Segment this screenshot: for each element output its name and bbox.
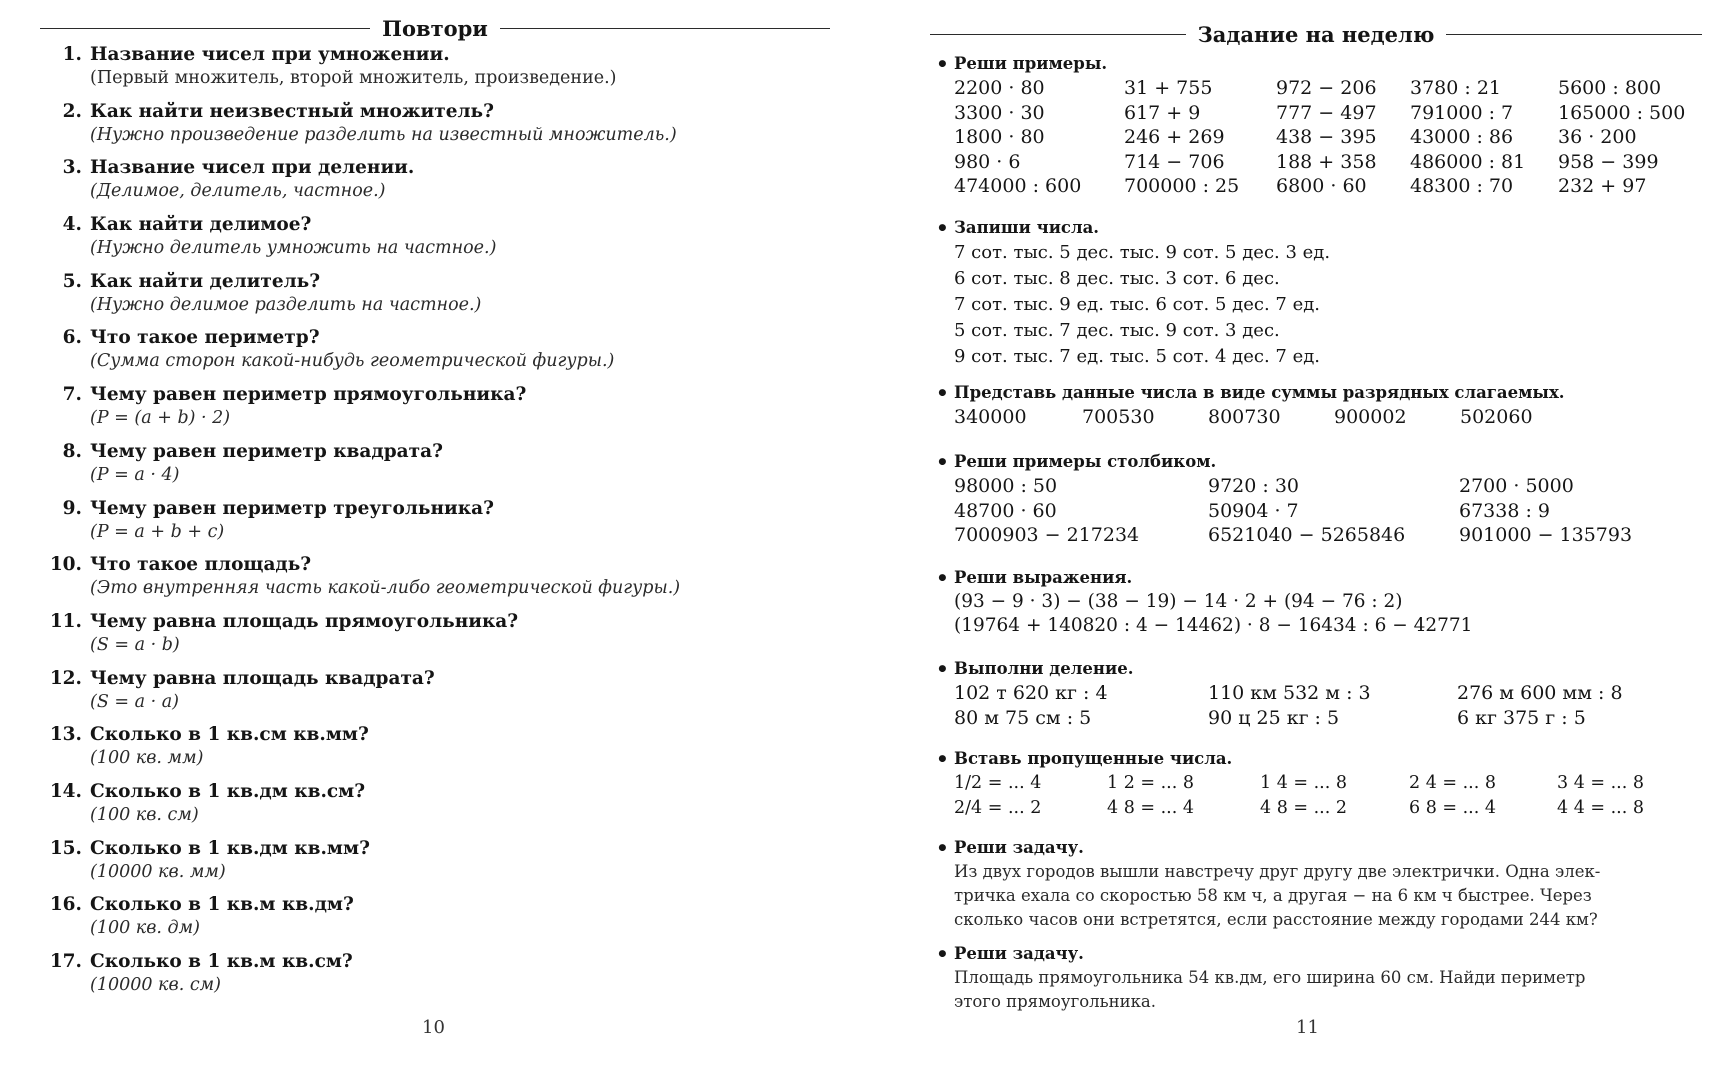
exercise: 6 кг 375 г : 5 [1457, 706, 1586, 729]
section-heading: • Представь данные числа в виде суммы разрядных слагаемых. [936, 381, 1706, 405]
question-text: Сколько в 1 кв.м кв.см? [90, 951, 353, 972]
question-number: 12. [49, 667, 82, 689]
exercise-row [936, 706, 1706, 731]
exercise: 958 − 399 [1558, 150, 1659, 173]
exercise: 36 · 200 [1558, 126, 1637, 148]
exercise: 1 2 = ... 8 [1107, 773, 1195, 793]
answer-text: (Это внутренняя часть какой-либо геометрической фигуры.) [90, 578, 681, 599]
problem-text-line: этого прямоугольника. [954, 992, 1157, 1011]
exercise: 50904 · 7 [1208, 499, 1299, 522]
question-number: 4. [62, 214, 82, 236]
question-item [40, 894, 840, 951]
exercise: 232 + 97 [1558, 175, 1647, 197]
exercise: 1/2 = ... 4 [954, 773, 1042, 793]
section-heading: • Реши примеры. [936, 52, 1706, 76]
exercise: 98000 : 50 [954, 475, 1058, 497]
section-expressions [936, 566, 1706, 638]
answer-text: (P = (a + b) · 2) [90, 408, 231, 429]
question-item [40, 498, 840, 555]
question-number: 7. [62, 384, 82, 406]
question-item [40, 781, 840, 838]
section-heading: • Реши примеры столбиком. [936, 450, 1706, 474]
question-text: Чему равна площадь квадрата? [90, 667, 435, 689]
question-text: Сколько в 1 кв.дм кв.мм? [90, 837, 370, 859]
answer-text: (Нужно делитель умножить на частное.) [90, 238, 497, 259]
number-value: 800730 [1208, 406, 1281, 428]
number-value: 502060 [1460, 406, 1533, 428]
right-page-title: Задание на неделю [1197, 22, 1435, 47]
exercise: 165000 : 500 [1558, 101, 1686, 124]
exercise: 6800 · 60 [1276, 175, 1367, 197]
question-text: Чему равен периметр прямоугольника? [90, 384, 527, 406]
expression: (19764 + 140820 : 4 − 14462) · 8 − 16434 : 6 − 42771 [954, 615, 1473, 636]
question-item [40, 101, 840, 158]
answer-text: (10000 кв. см) [90, 975, 221, 995]
number-description: 6 сот. тыс. 8 дес. тыс. 3 сот. 6 дес. [954, 268, 1280, 289]
question-number: 6. [62, 327, 82, 349]
question-list [40, 44, 840, 1008]
question-number: 3. [62, 157, 82, 179]
exercise-row [936, 174, 1706, 199]
exercise: 980 · 6 [954, 150, 1021, 173]
question-number: 13. [49, 724, 82, 746]
exercise-row [936, 681, 1706, 706]
exercise: 3780 : 21 [1410, 77, 1502, 99]
exercise-row [936, 76, 1706, 101]
exercise: 43000 : 86 [1410, 126, 1514, 148]
question-item [40, 838, 840, 895]
exercise: 777 − 497 [1276, 101, 1377, 124]
section-heading: • Выполни деление. [936, 657, 1706, 681]
exercise: 1 4 = ... 8 [1260, 773, 1348, 793]
question-text: Название чисел при делении. [90, 157, 415, 179]
exercise-row [936, 796, 1706, 821]
question-text: Чему равен периметр треугольника? [90, 497, 494, 519]
section-heading: • Реши задачу. [936, 836, 1706, 860]
section-heading: • Запиши числа. [936, 216, 1706, 240]
section-problem-rectangle [936, 942, 1706, 1014]
exercise: 2 4 = ... 8 [1409, 773, 1497, 793]
number-value: 900002 [1334, 406, 1407, 428]
question-number: 9. [62, 497, 82, 519]
problem-text-line: Из двух городов вышли навстречу друг другу две электрички. Одна элек- [954, 862, 1601, 881]
exercise: 3300 · 30 [954, 101, 1045, 124]
exercise: 7000903 − 217234 [954, 524, 1140, 546]
exercise: 188 + 358 [1276, 150, 1377, 173]
question-text: Сколько в 1 кв.м кв.дм? [90, 894, 354, 916]
exercise: 6 8 = ... 4 [1409, 797, 1497, 818]
problem-text-line: сколько часов они встретятся, если расстояние между городами 244 км? [954, 910, 1598, 929]
section-problem-trains [936, 836, 1706, 932]
section-write-numbers [936, 216, 1706, 370]
exercise: 5600 : 800 [1558, 77, 1662, 99]
exercise: 48300 : 70 [1410, 175, 1514, 197]
question-number: 5. [62, 270, 82, 292]
question-number: 10. [49, 554, 82, 576]
question-item [40, 214, 840, 271]
exercise-row [936, 125, 1706, 150]
right-page [866, 0, 1732, 1080]
section-missing-numbers [936, 747, 1706, 820]
exercise: 3 4 = ... 8 [1557, 773, 1645, 793]
problem-text-line: тричка ехала со скоростью 58 км ч, а другая − на 6 км ч быстрее. Через [954, 886, 1592, 905]
exercise: 972 − 206 [1276, 77, 1377, 99]
problem-text-line: Площадь прямоугольника 54 кв.дм, его ширина 60 см. Найди периметр [954, 968, 1586, 987]
exercise: 102 т 620 кг : 4 [954, 682, 1108, 704]
exercise-row [936, 101, 1706, 126]
answer-text: (P = a + b + c) [90, 521, 225, 542]
section-place-value-sums [936, 381, 1706, 430]
question-item [40, 384, 840, 441]
question-text: Сколько в 1 кв.см кв.мм? [90, 724, 369, 746]
question-item [40, 554, 840, 611]
left-page-title: Повтори [382, 16, 488, 41]
question-item [40, 441, 840, 498]
exercise: 90 ц 25 кг : 5 [1208, 706, 1340, 729]
right-page-number: 11 [1296, 1017, 1319, 1038]
question-text: Чему равен периметр квадрата? [90, 440, 443, 462]
number-value: 340000 [954, 406, 1027, 428]
exercise-row [936, 499, 1706, 524]
exercise: 9720 : 30 [1208, 475, 1300, 497]
answer-text: (Делимое, делитель, частное.) [90, 181, 386, 202]
question-number: 17. [49, 951, 82, 972]
number-description: 5 сот. тыс. 7 дес. тыс. 9 сот. 3 дес. [954, 320, 1280, 341]
number-row [936, 405, 1706, 430]
question-number: 11. [49, 610, 82, 632]
answer-text: (10000 кв. мм) [90, 861, 226, 882]
question-item [40, 951, 840, 1008]
exercise: 246 + 269 [1124, 126, 1225, 148]
exercise: 700000 : 25 [1124, 175, 1240, 197]
section-heading: • Реши выражения. [936, 566, 1706, 590]
answer-text: (Сумма сторон какой-нибудь геометрической фигуры.) [90, 351, 615, 372]
exercise: 276 м 600 мм : 8 [1457, 682, 1623, 704]
section-heading: • Вставь пропущенные числа. [936, 747, 1706, 771]
exercise: 31 + 755 [1124, 77, 1213, 99]
answer-text: (100 кв. мм) [90, 748, 204, 769]
question-number: 8. [62, 440, 82, 462]
question-text: Что такое площадь? [90, 554, 312, 576]
exercise: 2/4 = ... 2 [954, 797, 1042, 818]
question-number: 14. [49, 780, 82, 802]
header-rule-right [500, 28, 830, 29]
question-text: Что такое периметр? [90, 327, 320, 349]
answer-text: (Нужно произведение разделить на известный множитель.) [90, 124, 677, 145]
section-division [936, 657, 1706, 730]
question-text: Название чисел при умножении. [90, 44, 450, 65]
exercise: 2200 · 80 [954, 77, 1045, 99]
exercise-row [936, 523, 1706, 548]
number-description: 7 сот. тыс. 5 дес. тыс. 9 сот. 5 дес. 3 ед. [954, 242, 1331, 263]
exercise: 474000 : 600 [954, 175, 1082, 197]
question-item [40, 611, 840, 668]
exercise: 901000 − 135793 [1459, 524, 1633, 546]
exercise: 617 + 9 [1124, 101, 1201, 124]
section-heading: • Реши задачу. [936, 942, 1706, 966]
exercise-row [936, 150, 1706, 175]
right-page-header [930, 22, 1702, 47]
question-number: 15. [49, 837, 82, 859]
exercise: 4 4 = ... 8 [1557, 797, 1645, 818]
exercise: 4 8 = ... 2 [1260, 797, 1348, 818]
header-rule-right [1446, 34, 1702, 35]
question-item [40, 668, 840, 725]
exercise: 714 − 706 [1124, 150, 1225, 173]
number-value: 700530 [1082, 406, 1155, 428]
exercise: 2700 · 5000 [1459, 475, 1574, 497]
question-number: 1. [62, 44, 82, 65]
question-item [40, 327, 840, 384]
answer-text: (S = a · b) [90, 634, 180, 655]
section-column-examples [936, 450, 1706, 548]
question-text: Чему равна площадь прямоугольника? [90, 610, 519, 632]
question-text: Как найти неизвестный множитель? [90, 100, 494, 122]
answer-text: (100 кв. см) [90, 804, 199, 825]
answer-text: (Первый множитель, второй множитель, произведение.) [90, 68, 617, 88]
exercise: 110 км 532 м : 3 [1208, 682, 1371, 704]
exercise: 67338 : 9 [1459, 499, 1551, 522]
answer-text: (P = a · 4) [90, 464, 180, 485]
question-item [40, 271, 840, 328]
exercise: 486000 : 81 [1410, 150, 1526, 173]
answer-text: (100 кв. дм) [90, 918, 200, 939]
exercise: 438 − 395 [1276, 126, 1377, 148]
header-rule-left [40, 28, 370, 29]
question-item [40, 157, 840, 214]
question-item [40, 724, 840, 781]
left-page-number: 10 [422, 1017, 445, 1038]
exercise-row [936, 771, 1706, 796]
section-solve-examples [936, 52, 1706, 199]
expression: (93 − 9 · 3) − (38 − 19) − 14 · 2 + (94 − 76 : 2) [954, 591, 1403, 612]
exercise: 48700 · 60 [954, 499, 1057, 522]
number-description: 9 сот. тыс. 7 ед. тыс. 5 сот. 4 дес. 7 ед. [954, 346, 1321, 367]
left-page-header [40, 16, 830, 41]
question-number: 2. [62, 100, 82, 122]
question-item [40, 44, 840, 101]
number-description: 7 сот. тыс. 9 ед. тыс. 6 сот. 5 дес. 7 ед. [954, 294, 1321, 315]
exercise-row [936, 474, 1706, 499]
exercise: 6521040 − 5265846 [1208, 524, 1406, 546]
header-rule-left [930, 34, 1186, 35]
question-number: 16. [49, 894, 82, 916]
question-text: Как найти делитель? [90, 270, 321, 292]
question-text: Сколько в 1 кв.дм кв.см? [90, 780, 366, 802]
answer-text: (S = a · a) [90, 691, 179, 712]
exercise: 791000 : 7 [1410, 101, 1514, 124]
question-text: Как найти делимое? [90, 214, 312, 236]
exercise: 80 м 75 см : 5 [954, 706, 1092, 729]
exercise: 4 8 = ... 4 [1107, 797, 1195, 818]
answer-text: (Нужно делимое разделить на частное.) [90, 294, 482, 315]
exercise: 1800 · 80 [954, 126, 1045, 148]
